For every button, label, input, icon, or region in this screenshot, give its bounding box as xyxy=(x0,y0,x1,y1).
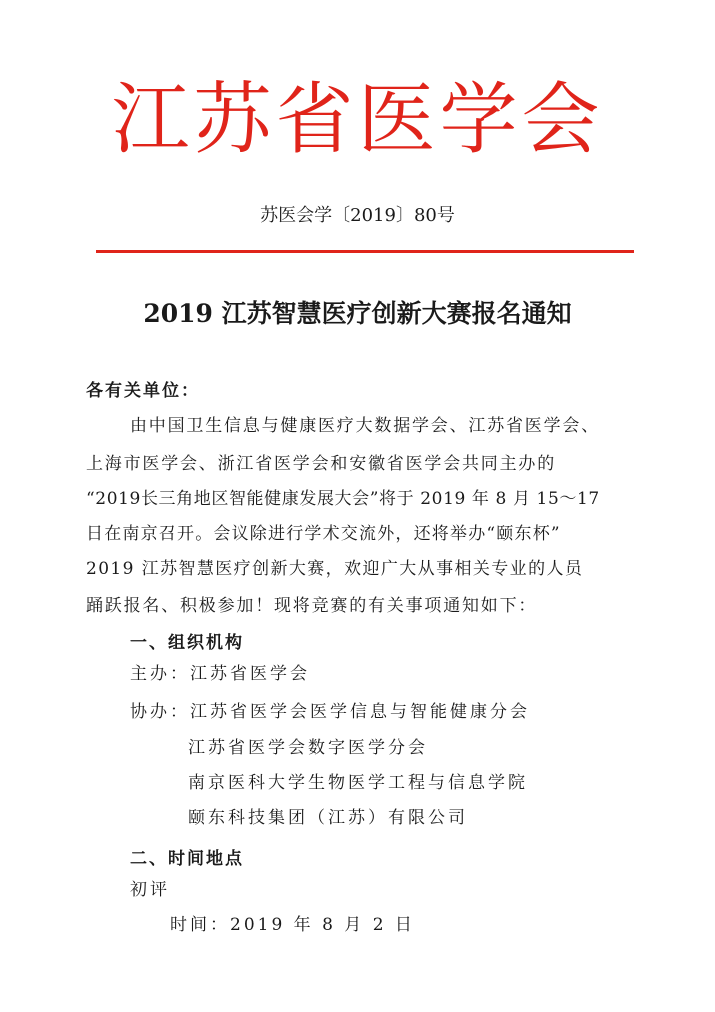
intro-line: 上海市医学会、浙江省医学会和安徽省医学会共同主办的 xyxy=(86,454,556,474)
host-name: 江苏省医学会 xyxy=(190,664,310,684)
co-organizer-name: 南京医科大学生物医学工程与信息学院 xyxy=(188,773,528,793)
host-label: 主办： xyxy=(130,664,190,684)
intro-line: 日在南京召开。会议除进行学术交流外，还将举办“颐东杯” xyxy=(86,524,561,544)
intro-line: 2019 江苏智慧医疗创新大赛，欢迎广大从事相关专业的人员 xyxy=(86,559,584,579)
intro-line: 踊跃报名、积极参加！现将竞赛的有关事项通知如下： xyxy=(86,596,538,616)
co-organizer-name: 江苏省医学会医学信息与智能健康分会 xyxy=(190,702,530,722)
stage-label: 初评 xyxy=(130,880,170,900)
section-heading-organization: 一、组织机构 xyxy=(130,633,244,653)
document-number: 苏医会学〔2019〕80号 xyxy=(260,205,455,226)
co-organizer-row xyxy=(130,700,530,724)
co-organizer-name: 颐东科技集团（江苏）有限公司 xyxy=(188,808,468,828)
time-line: 时间：2019 年 8 月 2 日 xyxy=(170,915,415,935)
intro-line: 由中国卫生信息与健康医疗大数据学会、江苏省医学会、 xyxy=(130,416,600,436)
host-row xyxy=(130,662,310,686)
document-title: 2019 江苏智慧医疗创新大赛报名通知 xyxy=(143,299,572,328)
co-organizer-name: 江苏省医学会数字医学分会 xyxy=(188,738,428,758)
intro-line: “2019长三角地区智能健康发展大会”将于 2019 年 8 月 15～17 xyxy=(86,489,600,509)
co-organizer-label: 协办： xyxy=(130,702,190,722)
organization-header: 江苏省医学会 xyxy=(111,75,604,165)
header-divider xyxy=(96,250,634,253)
salutation: 各有关单位： xyxy=(86,381,200,401)
section-heading-time-place: 二、时间地点 xyxy=(130,849,244,869)
